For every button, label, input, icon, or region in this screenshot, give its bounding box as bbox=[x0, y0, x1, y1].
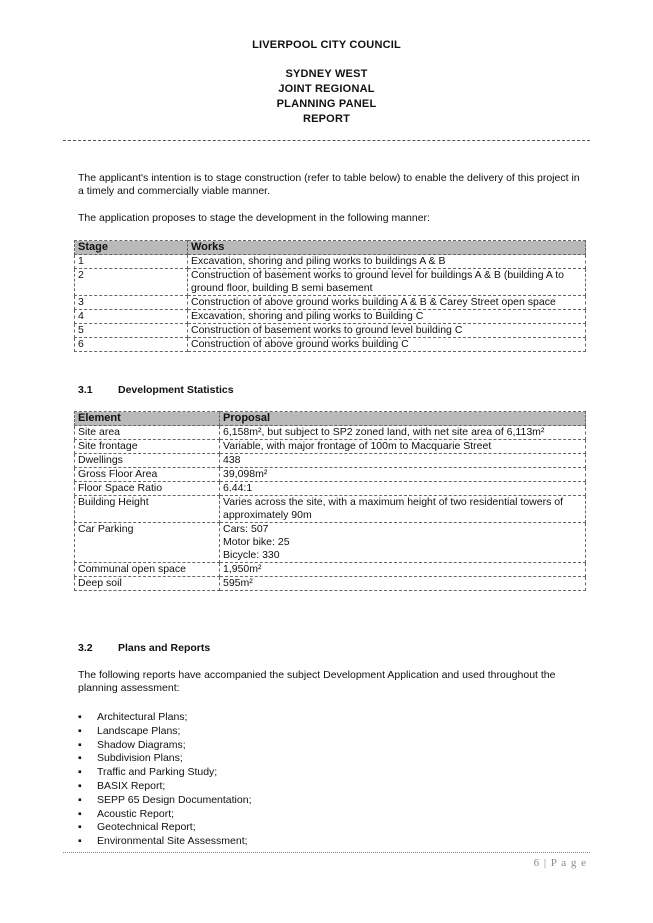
column-header: Stage bbox=[75, 241, 188, 255]
bullet-icon: ▪ bbox=[78, 724, 82, 737]
proposal-value: 39,098m² bbox=[220, 468, 586, 482]
table-row bbox=[75, 440, 586, 454]
stage-works: Construction of above ground works building A & B & Carey Street open space bbox=[188, 296, 586, 310]
bullet-icon: ▪ bbox=[78, 738, 82, 751]
header-line: REPORT bbox=[302, 113, 351, 125]
column-header: Works bbox=[188, 241, 586, 255]
proposal-value: Variable, with major frontage of 100m to Macquarie Street bbox=[220, 440, 586, 454]
element-label: Gross Floor Area bbox=[75, 468, 220, 482]
bullet-icon: ▪ bbox=[78, 835, 82, 848]
reports-intro-paragraph: The following reports have accompanied the subject Development Application and used throughout the planning assessment: bbox=[78, 669, 556, 694]
bullet-icon: ▪ bbox=[78, 807, 82, 820]
element-label: Building Height bbox=[75, 496, 220, 523]
element-label: Car Parking bbox=[75, 523, 220, 563]
list-item: ▪ Shadow Diagrams; bbox=[78, 738, 186, 751]
section-heading-3-2 bbox=[78, 642, 210, 654]
proposal-value: 1,950m² bbox=[220, 563, 586, 577]
table-row bbox=[75, 468, 586, 482]
stage-works: Excavation, shoring and piling works to buildings A & B bbox=[188, 255, 586, 269]
proposal-value: 438 bbox=[220, 454, 586, 468]
header-divider bbox=[63, 140, 590, 141]
table-row bbox=[75, 255, 586, 269]
stage-works: Excavation, shoring and piling works to Building C bbox=[188, 310, 586, 324]
development-statistics-table bbox=[74, 411, 586, 591]
bullet-icon: ▪ bbox=[78, 793, 82, 806]
stage-works: Construction of basement works to ground level for buildings A & B (building A to ground floor, building B semi basement bbox=[188, 269, 586, 296]
column-header: Element bbox=[75, 412, 220, 426]
stage-number: 4 bbox=[75, 310, 188, 324]
stage-number: 6 bbox=[75, 338, 188, 352]
table-row bbox=[75, 296, 586, 310]
proposal-value: 6.44:1 bbox=[220, 482, 586, 496]
header-line: JOINT REGIONAL bbox=[278, 83, 375, 95]
element-label: Site area bbox=[75, 426, 220, 440]
council-name: LIVERPOOL CITY COUNCIL bbox=[252, 39, 401, 51]
element-label: Site frontage bbox=[75, 440, 220, 454]
table-row bbox=[75, 338, 586, 352]
bullet-icon: ▪ bbox=[78, 766, 82, 779]
list-item: ▪ Subdivision Plans; bbox=[78, 752, 183, 765]
report-header bbox=[0, 38, 653, 127]
intro-paragraph-2: The application proposes to stage the development in the following manner: bbox=[78, 212, 430, 224]
list-item: ▪ BASIX Report; bbox=[78, 779, 166, 792]
bullet-icon: ▪ bbox=[78, 779, 82, 792]
section-number: 3.2 bbox=[78, 642, 93, 654]
proposal-value: Varies across the site, with a maximum height of two residential towers of approximately 90m bbox=[220, 496, 586, 523]
header-line: PLANNING PANEL bbox=[276, 98, 377, 110]
bullet-icon: ▪ bbox=[78, 821, 82, 834]
footer-divider bbox=[63, 852, 590, 853]
proposal-value: 6,158m², but subject to SP2 zoned land, with net site area of 6,113m² bbox=[220, 426, 586, 440]
list-item: ▪ Geotechnical Report; bbox=[78, 821, 196, 834]
stage-number: 2 bbox=[75, 269, 188, 296]
section-title: Development Statistics bbox=[118, 384, 234, 396]
table-row bbox=[75, 482, 586, 496]
stage-number: 1 bbox=[75, 255, 188, 269]
header-line: SYDNEY WEST bbox=[285, 68, 368, 80]
section-heading-3-1 bbox=[78, 384, 234, 396]
list-item: ▪ Landscape Plans; bbox=[78, 724, 181, 737]
intro-paragraph: The applicant's intention is to stage construction (refer to table below) to enable the delivery of this project in a timely and commercially viable manner. bbox=[78, 172, 580, 197]
list-item: ▪ Environmental Site Assessment; bbox=[78, 835, 248, 848]
element-label: Communal open space bbox=[75, 563, 220, 577]
element-label: Deep soil bbox=[75, 577, 220, 591]
section-title: Plans and Reports bbox=[118, 642, 211, 654]
list-item: ▪ Architectural Plans; bbox=[78, 711, 188, 723]
reports-list bbox=[78, 711, 251, 849]
page-number: 6 | P a g e bbox=[533, 857, 587, 869]
staging-table bbox=[74, 240, 586, 352]
table-row bbox=[75, 496, 586, 523]
stage-number: 3 bbox=[75, 296, 188, 310]
list-item: ▪ Acoustic Report; bbox=[78, 807, 175, 820]
table-row bbox=[75, 577, 586, 591]
stage-works: Construction of above ground works building C bbox=[188, 338, 586, 352]
stage-number: 5 bbox=[75, 324, 188, 338]
stage-works: Construction of basement works to ground level building C bbox=[188, 324, 586, 338]
table-row bbox=[75, 324, 586, 338]
table-row bbox=[75, 269, 586, 296]
bullet-icon: ▪ bbox=[78, 752, 82, 765]
element-label: Dwellings bbox=[75, 454, 220, 468]
table-row bbox=[75, 454, 586, 468]
list-item: ▪ SEPP 65 Design Documentation; bbox=[78, 793, 252, 806]
table-row bbox=[75, 426, 586, 440]
list-item: ▪ Traffic and Parking Study; bbox=[78, 766, 218, 779]
table-header-row bbox=[75, 412, 586, 426]
element-label: Floor Space Ratio bbox=[75, 482, 220, 496]
table-row bbox=[75, 563, 586, 577]
section-number: 3.1 bbox=[78, 384, 93, 396]
table-header-row bbox=[75, 241, 586, 255]
table-row bbox=[75, 523, 586, 563]
bullet-icon: ▪ bbox=[78, 711, 82, 723]
table-row bbox=[75, 310, 586, 324]
proposal-value: Cars: 507 Motor bike: 25 Bicycle: 330 bbox=[220, 523, 586, 563]
proposal-value: 595m² bbox=[220, 577, 586, 591]
column-header: Proposal bbox=[220, 412, 586, 426]
